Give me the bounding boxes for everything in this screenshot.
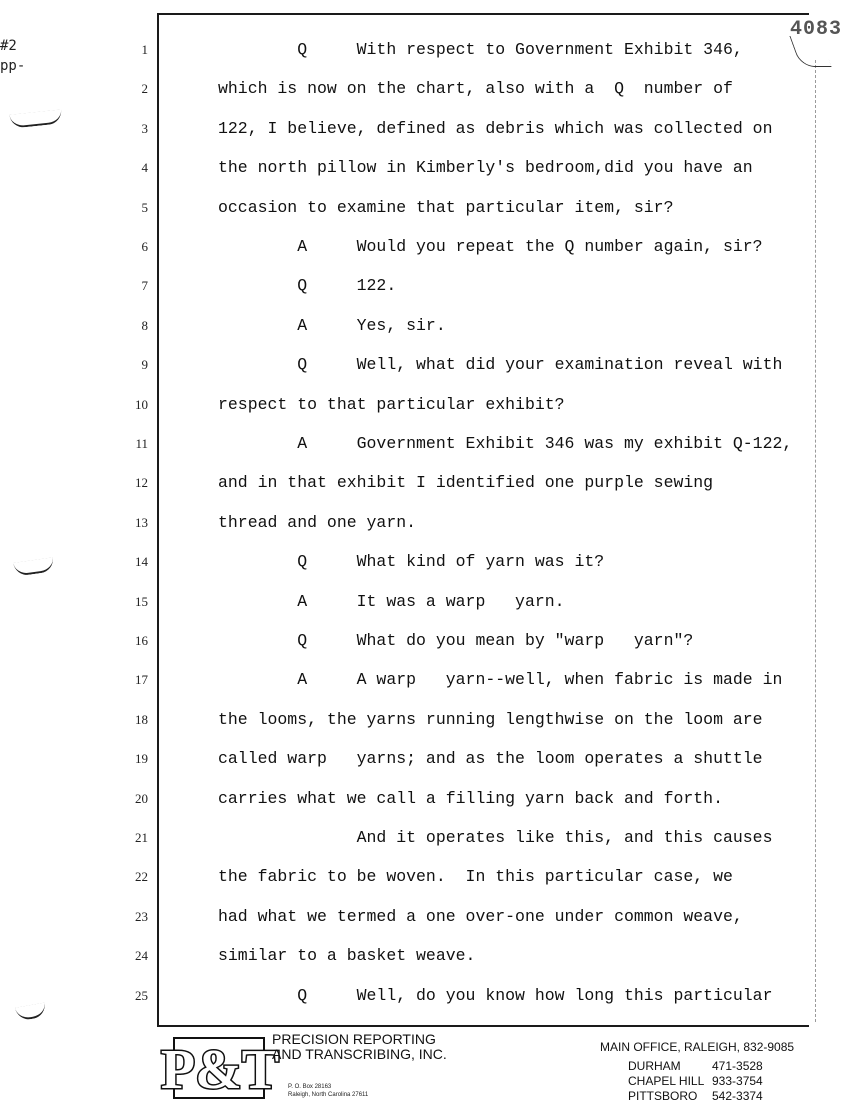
transcript-line: Q With respect to Government Exhibit 346, bbox=[218, 40, 743, 59]
firm-logo-text: P&T bbox=[160, 1039, 280, 1101]
firm-logo bbox=[160, 1030, 280, 1102]
line-number: 22 bbox=[135, 869, 148, 885]
line-number: 18 bbox=[135, 711, 148, 727]
transcript-line: 122, I believe, defined as debris which was collected on bbox=[218, 118, 773, 138]
page-number: 4083 bbox=[790, 18, 843, 41]
line-number: 4 bbox=[141, 160, 148, 176]
transcript-line: and in that exhibit I identified one purple sewing bbox=[218, 473, 714, 493]
line-number: 16 bbox=[135, 633, 148, 648]
transcript-line: carries what we call a filling yarn back and forth. bbox=[218, 788, 723, 808]
firm-address-line-1: P. O. Box 28163 bbox=[288, 1084, 332, 1090]
line-number: 6 bbox=[141, 239, 148, 254]
line-number: 11 bbox=[135, 436, 148, 451]
line-number: 14 bbox=[135, 554, 148, 570]
pen-mark bbox=[15, 1003, 47, 1022]
transcript-line: Q What do you mean by "warp yarn"? bbox=[218, 631, 694, 650]
firm-name-line-2: AND TRANSCRIBING, INC. bbox=[272, 1046, 447, 1062]
branch-city: CHAPEL HILL bbox=[628, 1074, 705, 1088]
transcript-line: thread and one yarn. bbox=[218, 512, 417, 532]
line-number: 17 bbox=[135, 672, 148, 688]
firm-address-line-2: Raleigh, North Carolina 27611 bbox=[288, 1092, 369, 1098]
transcript-frame-right-edge bbox=[815, 60, 816, 1022]
line-number: 10 bbox=[135, 396, 148, 412]
margin-note bbox=[0, 36, 25, 76]
line-number: 15 bbox=[135, 593, 148, 609]
firm-name bbox=[272, 1032, 447, 1062]
transcript-line: Q What kind of yarn was it? bbox=[218, 552, 605, 572]
transcript-line: which is now on the chart, also with a Q number of bbox=[218, 79, 733, 99]
transcript-line: A Would you repeat the Q number again, sir? bbox=[218, 237, 763, 256]
transcript-line: had what we termed a one over-one under common weave, bbox=[218, 906, 743, 926]
line-number: 19 bbox=[135, 751, 148, 767]
transcript-line: Q Well, what did your examination reveal with bbox=[218, 355, 783, 375]
line-number: 23 bbox=[135, 908, 148, 924]
line-number: 2 bbox=[141, 81, 148, 97]
main-office: MAIN OFFICE, RALEIGH, 832-9085 bbox=[600, 1040, 795, 1054]
line-number: 8 bbox=[141, 317, 148, 333]
margin-note-line-1: #2 bbox=[0, 38, 17, 54]
line-number: 21 bbox=[135, 830, 148, 845]
line-number: 9 bbox=[141, 357, 148, 373]
firm-address bbox=[288, 1083, 368, 1099]
pen-mark bbox=[13, 557, 55, 576]
margin-note-line-2: pp- bbox=[0, 58, 26, 74]
transcript-line: called warp yarns; and as the loom operates a shuttle bbox=[218, 749, 763, 769]
transcript-line: A A warp yarn--well, when fabric is made in bbox=[218, 670, 783, 690]
branch-phone: 471-3528 bbox=[712, 1059, 763, 1073]
branch-phone: 933-3754 bbox=[712, 1074, 763, 1088]
branch-city: DURHAM bbox=[628, 1059, 681, 1073]
line-number: 3 bbox=[141, 120, 148, 136]
pen-mark bbox=[9, 109, 62, 128]
transcript-line: Q 122. bbox=[218, 276, 397, 296]
transcript-line: Q Well, do you know how long this particular bbox=[218, 985, 773, 1005]
line-number: 13 bbox=[135, 514, 148, 530]
transcript-line: A Government Exhibit 346 was my exhibit Q-122, bbox=[218, 434, 793, 453]
transcript-line: And it operates like this, and this causes bbox=[218, 828, 773, 847]
line-number: 20 bbox=[135, 790, 148, 806]
branch-phone: 542-3374 bbox=[712, 1089, 763, 1103]
transcript-line: A It was a warp yarn. bbox=[218, 591, 565, 611]
line-number: 5 bbox=[141, 199, 148, 215]
transcript-line: A Yes, sir. bbox=[218, 315, 446, 335]
line-number: 12 bbox=[135, 475, 148, 491]
transcript-line: the looms, the yarns running lengthwise on the loom are bbox=[218, 709, 763, 729]
transcript-line: occasion to examine that particular item, sir? bbox=[218, 197, 674, 217]
transcript-line: the fabric to be woven. In this particular case, we bbox=[218, 867, 733, 887]
line-number: 7 bbox=[141, 278, 148, 294]
transcript-line: respect to that particular exhibit? bbox=[218, 394, 565, 414]
line-number: 1 bbox=[141, 42, 148, 57]
branch-city: PITTSBORO bbox=[628, 1089, 698, 1103]
line-number: 25 bbox=[135, 987, 148, 1003]
transcript-line: the north pillow in Kimberly's bedroom,did you have an bbox=[218, 158, 753, 178]
line-number: 24 bbox=[135, 948, 148, 964]
transcript-line: similar to a basket weave. bbox=[218, 946, 476, 966]
firm-name-line-1: PRECISION REPORTING bbox=[272, 1031, 436, 1047]
